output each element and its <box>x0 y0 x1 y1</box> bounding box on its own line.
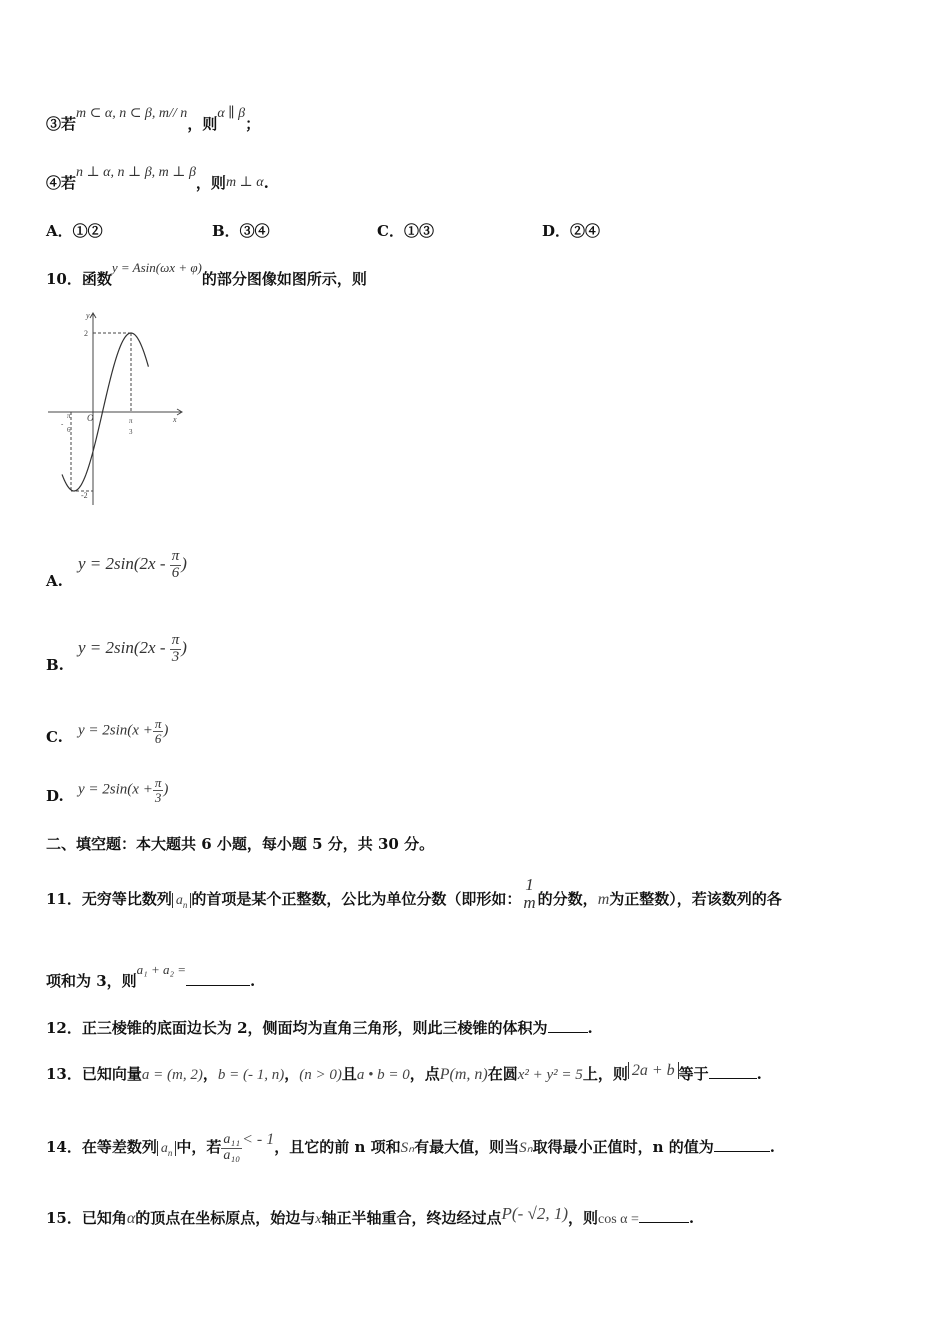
q10-option-c-fraction: $\frac{\pi}{6}$ <box>154 716 162 746</box>
q9-item4-condition: n ⊥ α, n ⊥ β, m ⊥ β <box>76 165 196 180</box>
q14-sequence: $a_n$ <box>157 1141 177 1156</box>
x-left-num: π <box>67 412 71 420</box>
x-left-den: 6 <box>67 426 71 434</box>
q11-expression: a₁ + a₂ = <box>136 962 187 977</box>
q10-option-d-label: D. <box>46 787 64 805</box>
q14-stem: 14．在等差数列 $a_n$ 中，若 $\frac{\text{a₁₁}}{\text{a₁₀}}$ < - 1，且它的前 n 项和Sₙ有最大值，则当Sₙ取得最小正值时，n 的值为 . <box>46 1131 775 1163</box>
q10-option-d-fraction: $\frac{\pi}{3}$ <box>154 775 162 805</box>
section2-title: 二、填空题：本大题共 6 小题，每小题 5 分，共 30 分。 <box>46 835 435 853</box>
y-min-label: -2 <box>81 491 88 500</box>
q9-item4: ④若n ⊥ α, n ⊥ β, m ⊥ β，则m ⊥ α. <box>46 165 269 192</box>
q11-stem: 11．无穷等比数列 $a_n$ 的首项是某个正整数，公比为单位分数（即形如： 1 m 的分数，m为正整数），若该数列的各 <box>46 875 782 912</box>
q10-option-b-fraction: $\frac{\pi}{3}$ <box>171 632 180 665</box>
q9-option-c: C．①③ <box>377 222 434 240</box>
q10-option-b-label: B. <box>46 656 64 674</box>
q14-ratio-fraction: $\frac{\text{a₁₁}}{\text{a₁₀}}$ <box>223 1132 241 1163</box>
q15-stem: 15．已知角α的顶点在坐标原点，始边与x轴正半轴重合，终边经过点P(- √2, 1)，则cos α = . <box>46 1204 695 1227</box>
q10-option-c-label: C. <box>46 728 63 746</box>
q9-item3: ③若m ⊂ α, n ⊂ β, m// n，则α ∥ β； <box>46 106 261 133</box>
q13-stem: 13．已知向量a = (m, 2)，b = (- 1, n)，(n > 0)且a • b = 0，点P(m, n)在圆x² + y² = 5上，则 2a + b 等于 . <box>46 1062 762 1083</box>
q10-option-a-fraction: $\frac{\pi}{6}$ <box>171 548 180 581</box>
q9-item4-conclusion: m ⊥ α <box>225 175 264 190</box>
y-max-label: 2 <box>84 329 88 338</box>
q13-answer-blank[interactable] <box>709 1064 757 1079</box>
q15-point: P(- √2, 1) <box>501 1204 568 1223</box>
q11-line2: 项和为 3，则a₁ + a₂ =. <box>46 962 256 990</box>
q9-option-d: D．②④ <box>542 222 601 240</box>
q13-abs-expression: 2a + b <box>628 1062 679 1079</box>
q11-sequence: $a_n$ <box>172 893 192 908</box>
q15-answer-blank[interactable] <box>639 1208 689 1223</box>
q9-option-a: A．①② <box>46 222 103 240</box>
x-right-num: π <box>129 417 133 425</box>
x-left-sign: - <box>61 420 64 428</box>
q10-option-c-formula: y = 2sin(x + $\frac{\pi}{6}$ ) <box>78 716 169 746</box>
q9-item3-condition: m ⊂ α, n ⊂ β, m// n <box>76 106 188 121</box>
q11-answer-blank[interactable] <box>186 971 250 986</box>
q11-unit-fraction: 1 m <box>523 875 536 912</box>
q10-option-a-label: A. <box>46 572 63 590</box>
q12-stem: 12．正三棱锥的底面边长为 2，侧面均为直角三角形，则此三棱锥的体积为 . <box>46 1019 593 1037</box>
q12-answer-blank[interactable] <box>548 1018 588 1033</box>
q9-option-b: B．③④ <box>212 222 270 240</box>
q10-option-d-formula: y = 2sin(x + $\frac{\pi}{3}$ ) <box>78 775 169 805</box>
q10-stem: 10．函数y = Asin(ωx + φ)的部分图像如图所示，则 <box>46 260 367 288</box>
x-axis-label: x <box>173 415 177 424</box>
q10-option-a-formula: y = 2sin(2x - $\frac{\pi}{6}$ ) <box>78 548 187 581</box>
q9-item3-conclusion: α ∥ β <box>217 106 246 121</box>
q10-function: y = Asin(ωx + φ) <box>111 260 202 275</box>
y-axis-label: y <box>86 311 90 320</box>
origin-label: O <box>87 413 94 423</box>
q10-option-b-formula: y = 2sin(2x - $\frac{\pi}{3}$ ) <box>78 632 187 665</box>
q14-answer-blank[interactable] <box>714 1137 770 1152</box>
q10-sine-graph <box>44 305 189 510</box>
x-right-den: 3 <box>129 428 133 436</box>
